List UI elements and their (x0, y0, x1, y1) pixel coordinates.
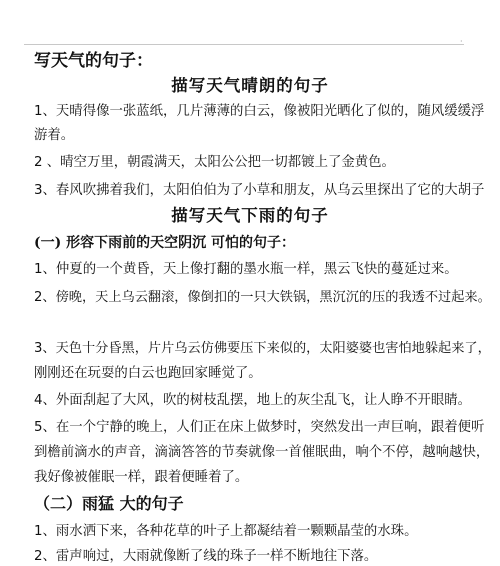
page-title: 写天气的句子： (34, 51, 153, 71)
subheading-heavy-rain: （二）雨猛 大的句子 (34, 494, 184, 513)
text-line: 2、傍晚，天上乌云翻滚，像倒扣的一只大铁锅，黑沉沉的压的我透不过起来。 (34, 290, 491, 305)
text-line: 1、仲夏的一个黄昏，天上像打翻的墨水瓶一样，黑云飞快的蔓延过来。 (34, 262, 458, 277)
text-line: 2、雷声响过，大雨就像断了线的珠子一样不断地往下落。 (34, 549, 378, 564)
text-line: 1、雨水洒下来，各种花草的叶子上都凝结着一颗颗晶莹的水珠。 (34, 524, 418, 539)
header-rule-dot: · (460, 37, 463, 46)
text-line: 我好像被催眠一样，跟着便睡着了。 (34, 470, 249, 485)
text-line: 到檐前滴水的声音，滴滴答答的节奏就像一首催眠曲，响个不停，越响越快， (34, 445, 490, 460)
section-heading-sunny: 描写天气晴朗的句子 (171, 76, 329, 95)
text-line: 4、外面刮起了大风，吹的树枝乱摆，地上的灰尘乱飞，让人睁不开眼睛。 (34, 393, 472, 408)
text-line: 1、天晴得像一张蓝纸，几片薄薄的白云，像被阳光晒化了似的，随风缓缓浮 (34, 104, 485, 119)
text-line: 3、天色十分昏黑，片片乌云仿佛要压下来似的，太阳婆婆也害怕地躲起来了， (34, 341, 491, 356)
text-line: 刚刚还在玩耍的白云也跑回家睡觉了。 (34, 366, 262, 381)
text-line: 2 、晴空万里，朝霞满天，太阳公公把一切都镀上了金黄色。 (34, 155, 395, 170)
text-line: 5、在一个宁静的晚上，人们正在床上做梦时，突然发出一声巨响，跟着便听 (34, 420, 485, 435)
header-rule (24, 44, 464, 45)
text-line: 游着。 (34, 128, 75, 143)
text-line: 3、春风吹拂着我们，太阳伯伯为了小草和朋友，从乌云里探出了它的大胡子 (34, 183, 485, 198)
section-heading-rain: 描写天气下雨的句子 (171, 206, 329, 225)
subheading-before-rain: (一) 形容下雨前的天空阴沉 可怕的句子： (34, 235, 295, 251)
